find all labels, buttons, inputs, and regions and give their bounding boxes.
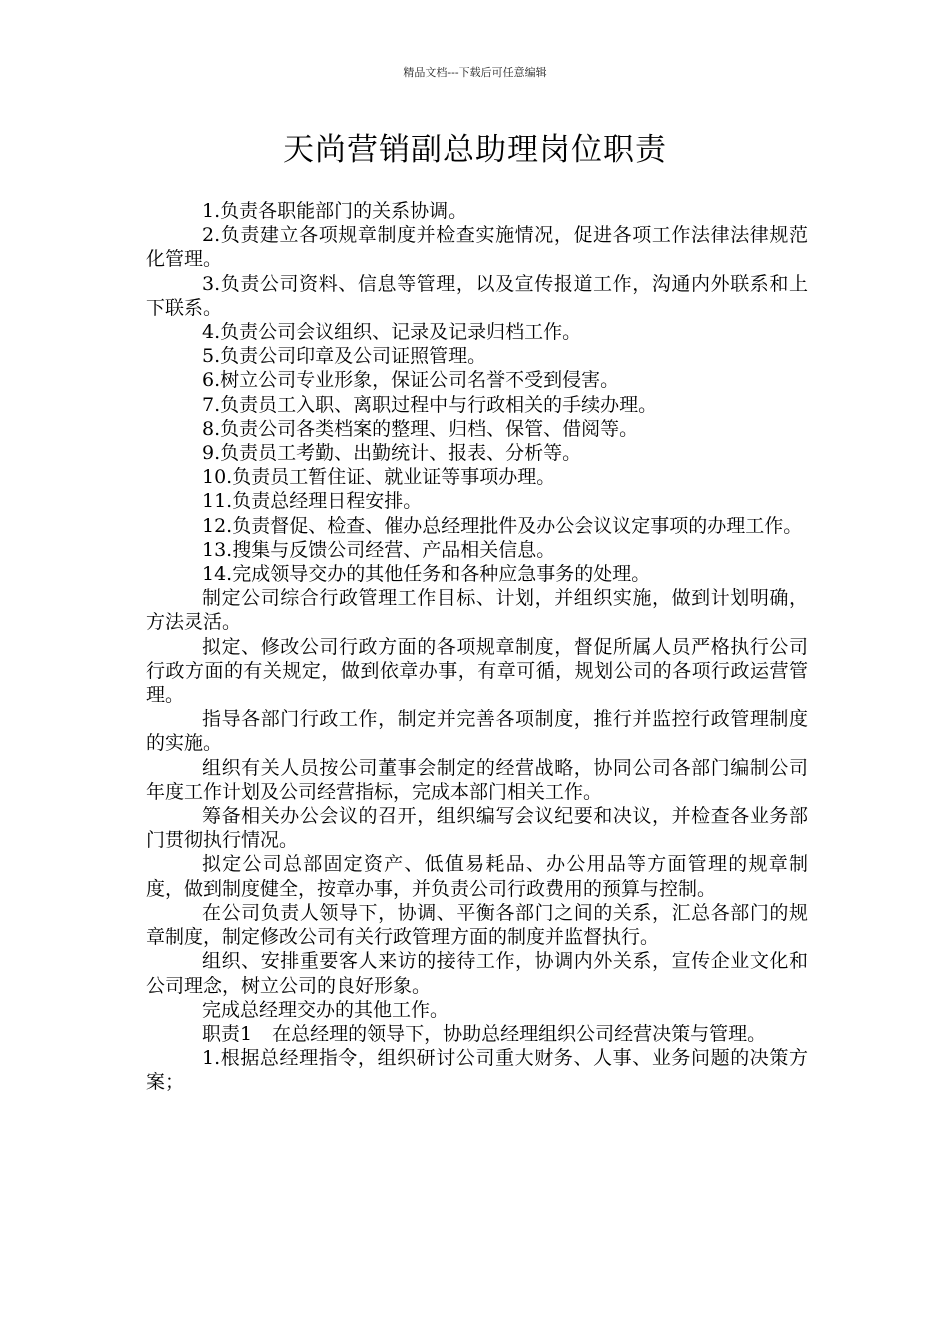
paragraph-text: 负责公司各类档案的整理、归档、保管、借阅等。 — [220, 417, 639, 440]
paragraph-text: 负责公司资料、信息等管理，以及宣传报道工作，沟通内外联系和上下联系。 — [146, 272, 808, 319]
body-paragraph — [146, 1046, 808, 1094]
body-paragraph — [146, 586, 808, 634]
body-paragraph — [146, 562, 808, 586]
paragraph-text: 完成领导交办的其他任务和各种应急事务的处理。 — [232, 563, 651, 586]
paragraph-text: 负责公司印章及公司证照管理。 — [220, 345, 487, 368]
paragraph-text: 负责建立各项规章制度并检查实施情况，促进各项工作法律法律规范化管理。 — [146, 224, 808, 271]
body-paragraph — [146, 368, 808, 392]
paragraph-text: 拟定、修改公司行政方面的各项规章制度，督促所属人员严格执行公司行政方面的有关规定，做到依章办事，有章可循，规划公司的各项行政运营管理。 — [146, 635, 808, 707]
paragraph-text: 完成总经理交办的其他工作。 — [202, 998, 450, 1021]
body-paragraph — [146, 465, 808, 489]
paragraph-text: 负责员工考勤、出勤统计、报表、分析等。 — [220, 442, 582, 465]
paragraph-text: 制定公司综合行政管理工作目标、计划，并组织实施，做到计划明确，方法灵活。 — [146, 587, 808, 634]
paragraph-text: 组织、安排重要客人来访的接待工作，协调内外关系，宣传企业文化和公司理念，树立公司的良好形象。 — [146, 950, 808, 997]
paragraph-text: 根据总经理指令，组织研讨公司重大财务、人事、业务问题的决策方案； — [146, 1047, 808, 1094]
paragraph-text: 拟定公司总部固定资产、低值易耗品、办公用品等方面管理的规章制度，做到制度健全，按章办事，并负责公司行政费用的预算与控制。 — [146, 853, 808, 900]
body-paragraph — [146, 901, 808, 949]
paragraph-text: 筹备相关办公会议的召开，组织编写会议纪要和决议，并检查各业务部门贯彻执行情况。 — [146, 805, 808, 852]
paragraph-number: 9. — [202, 442, 221, 465]
paragraph-number: 10. — [202, 466, 233, 489]
paragraph-number: 11. — [202, 490, 233, 513]
paragraph-number: 14. — [202, 563, 233, 586]
paragraph-number: 1. — [202, 200, 221, 222]
paragraph-number: 8. — [202, 417, 221, 440]
paragraph-number: 6. — [202, 369, 221, 392]
header-note: 精品文档---下载后可任意编辑 — [403, 66, 547, 79]
document-body — [146, 199, 808, 1095]
paragraph-text: 负责督促、检查、催办总经理批件及办公会议议定事项的办理工作。 — [232, 514, 803, 537]
paragraph-text: 搜集与反馈公司经营、产品相关信息。 — [232, 538, 556, 561]
paragraph-number: 7. — [202, 393, 221, 416]
paragraph-text: 在总经理的领导下，协助总经理组织公司经营决策与管理。 — [272, 1022, 767, 1045]
paragraph-text: 在公司负责人领导下，协调、平衡各部门之间的关系，汇总各部门的规章制度，制定修改公司有关行政管理方面的制度并监督执行。 — [146, 901, 808, 949]
body-paragraph — [146, 344, 808, 368]
body-paragraph — [146, 756, 808, 804]
paragraph-text: 负责总经理日程安排。 — [232, 490, 423, 513]
body-paragraph — [146, 635, 808, 708]
paragraph-number: 4. — [202, 321, 221, 344]
paragraph-text: 负责员工暂住证、就业证等事项办理。 — [232, 466, 556, 489]
paragraph-number: 12. — [202, 514, 233, 537]
body-paragraph — [146, 1022, 808, 1046]
paragraph-number: 3. — [202, 272, 221, 295]
paragraph-text: 指导各部门行政工作，制定并完善各项制度，推行并监控行政管理制度的实施。 — [146, 708, 808, 755]
body-paragraph — [146, 417, 808, 441]
body-paragraph — [146, 441, 808, 465]
paragraph-text: 负责各职能部门的关系协调。 — [220, 200, 468, 222]
body-paragraph — [146, 707, 808, 755]
body-paragraph — [146, 223, 808, 271]
paragraph-number: 5. — [202, 345, 221, 368]
body-paragraph — [146, 514, 808, 538]
body-paragraph — [146, 538, 808, 562]
paragraph-text: 树立公司专业形象，保证公司名誉不受到侵害。 — [220, 369, 620, 392]
paragraph-text: 负责公司会议组织、记录及记录归档工作。 — [220, 321, 582, 344]
document-title: 天尚营销副总助理岗位职责 — [283, 132, 667, 168]
body-paragraph — [146, 998, 808, 1022]
paragraph-text: 负责员工入职、离职过程中与行政相关的手续办理。 — [220, 393, 658, 416]
body-paragraph — [146, 804, 808, 852]
body-paragraph — [146, 199, 808, 223]
body-paragraph — [146, 320, 808, 344]
paragraph-number: 职责1 — [202, 1022, 253, 1045]
body-paragraph — [146, 949, 808, 997]
body-paragraph — [146, 852, 808, 900]
paragraph-number: 1. — [202, 1047, 221, 1070]
paragraph-number: 2. — [202, 224, 221, 247]
paragraph-text: 组织有关人员按公司董事会制定的经营战略，协同公司各部门编制公司年度工作计划及公司经营指标，完成本部门相关工作。 — [146, 756, 808, 803]
paragraph-number: 13. — [202, 538, 233, 561]
body-paragraph — [146, 489, 808, 513]
body-paragraph — [146, 393, 808, 417]
body-paragraph — [146, 272, 808, 320]
